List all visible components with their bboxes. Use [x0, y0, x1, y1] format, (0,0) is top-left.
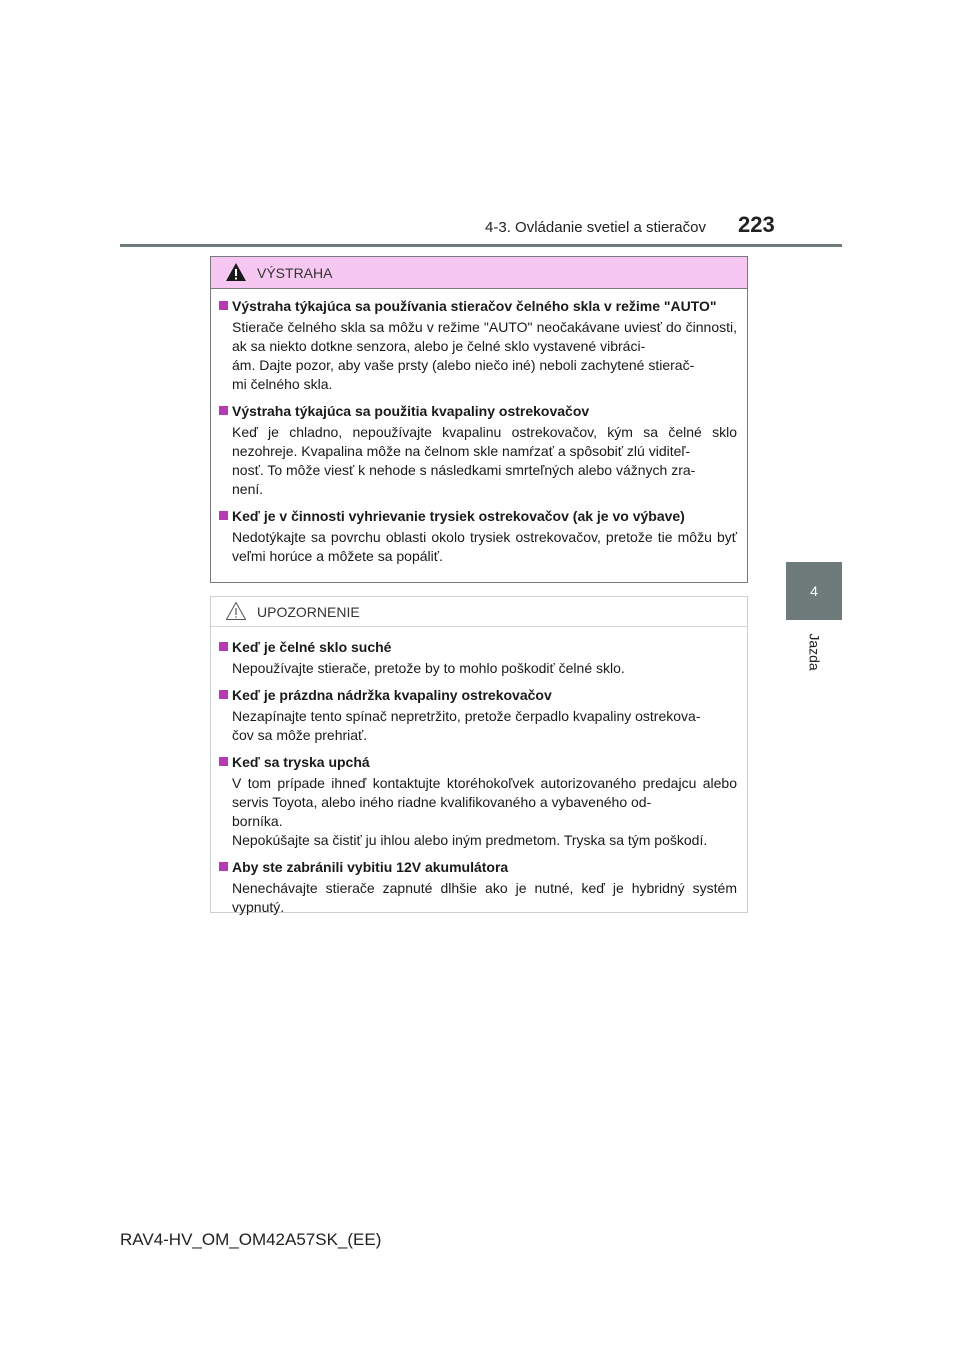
model-code: RAV4-HV_OM_OM42A57SK_(EE) — [120, 1230, 382, 1249]
warning-body — [211, 289, 747, 566]
caution-item-text: V tom prípade ihneď kontaktujte ktoréhokoľvek autorizovaného predajcu alebo servis Toyota, alebo iného riadne kvalifikovaného a vybaveného od- borníka. Nepokúšajte sa čistiť ju ihlou alebo iným predmetom. Tryska sa tým poškodí. — [232, 775, 737, 848]
caution-item-title-text: Keď sa tryska upchá — [232, 754, 370, 770]
caution-item-text: Nenechávajte stierače zapnuté dlhšie ako je nutné, keď je hybridný systém vypnutý. — [232, 880, 737, 915]
chapter-tab — [786, 562, 842, 620]
warning-item — [219, 507, 737, 566]
square-bullet-icon — [219, 690, 228, 699]
warning-item-text: Stierače čelného skla sa môžu v režime "AUTO" neočakávane uviesť do činnosti, ak sa niekto dotkne senzora, alebo je čelné sklo vystavené vibráci- ám. Dajte pozor, aby vaše prsty (alebo niečo iné) neboli zachytené stierač- mi čelného skla. — [232, 319, 737, 392]
square-bullet-icon — [219, 511, 228, 520]
caution-item-title — [219, 753, 737, 771]
warning-item — [219, 297, 737, 394]
caution-item-title — [219, 686, 737, 704]
chapter-label-wrap — [790, 627, 840, 677]
caution-item-text: Nezapínajte tento spínač nepretržito, pretože čerpadlo kvapaliny ostrekova- čov sa môže prehriať. — [232, 708, 701, 743]
square-bullet-icon — [219, 642, 228, 651]
warning-item-title-text: Keď je v činnosti vyhrievanie trysiek ostrekovačov (ak je vo výbave) — [232, 508, 685, 524]
caution-item-title-text: Keď je prázdna nádržka kvapaliny ostrekovačov — [232, 687, 552, 703]
caution-item — [219, 638, 737, 678]
caution-item — [219, 686, 737, 745]
square-bullet-icon — [219, 862, 228, 871]
caution-triangle-outline-icon — [225, 601, 249, 623]
page-number: 223 — [738, 212, 775, 237]
warning-item-title — [219, 402, 737, 420]
warning-item-title — [219, 297, 737, 315]
caution-item-title-text: Aby ste zabránili vybitiu 12V akumulátora — [232, 859, 509, 875]
warning-item — [219, 402, 737, 499]
caution-title: UPOZORNENIE — [257, 603, 360, 620]
chapter-label: Jazda — [806, 633, 823, 671]
warning-item-title-text: Výstraha týkajúca sa používania stieračov čelného skla v režime "AUTO" — [232, 298, 717, 314]
warning-item-title-text: Výstraha týkajúca sa použitia kvapaliny ostrekovačov — [232, 403, 590, 419]
warning-box — [210, 256, 748, 583]
warning-item-text: Keď je chladno, nepoužívajte kvapalinu ostrekovačov, kým sa čelné sklo nezohreje. Kvapalina môže na čelnom skle namŕzať a spôsobiť zlú viditeľ- nosť. To môže viesť k nehode s následkami smrteľných alebo vážnych zra- není. — [232, 424, 737, 497]
caution-body — [211, 627, 747, 917]
square-bullet-icon — [219, 757, 228, 766]
chapter-number: 4 — [810, 583, 818, 599]
warning-item-title — [219, 507, 737, 525]
caution-item-title — [219, 858, 737, 876]
caution-item-text: Nepoužívajte stierače, pretože by to mohlo poškodiť čelné sklo. — [232, 660, 625, 676]
section-title: 4-3. Ovládanie svetiel a stieračov — [485, 219, 706, 236]
caution-header — [211, 597, 747, 627]
caution-item-title — [219, 638, 737, 656]
caution-box — [210, 596, 748, 913]
header-divider — [120, 244, 842, 247]
warning-title: VÝSTRAHA — [257, 264, 333, 281]
square-bullet-icon — [219, 406, 228, 415]
warning-triangle-filled-icon — [225, 262, 249, 284]
caution-item — [219, 858, 737, 917]
caution-item — [219, 753, 737, 850]
warning-item-text: Nedotýkajte sa povrchu oblasti okolo trysiek ostrekovačov, pretože tie môžu byť veľmi horúce a môžete sa popáliť. — [232, 529, 737, 564]
warning-header — [211, 257, 747, 289]
caution-item-title-text: Keď je čelné sklo suché — [232, 639, 392, 655]
square-bullet-icon — [219, 301, 228, 310]
